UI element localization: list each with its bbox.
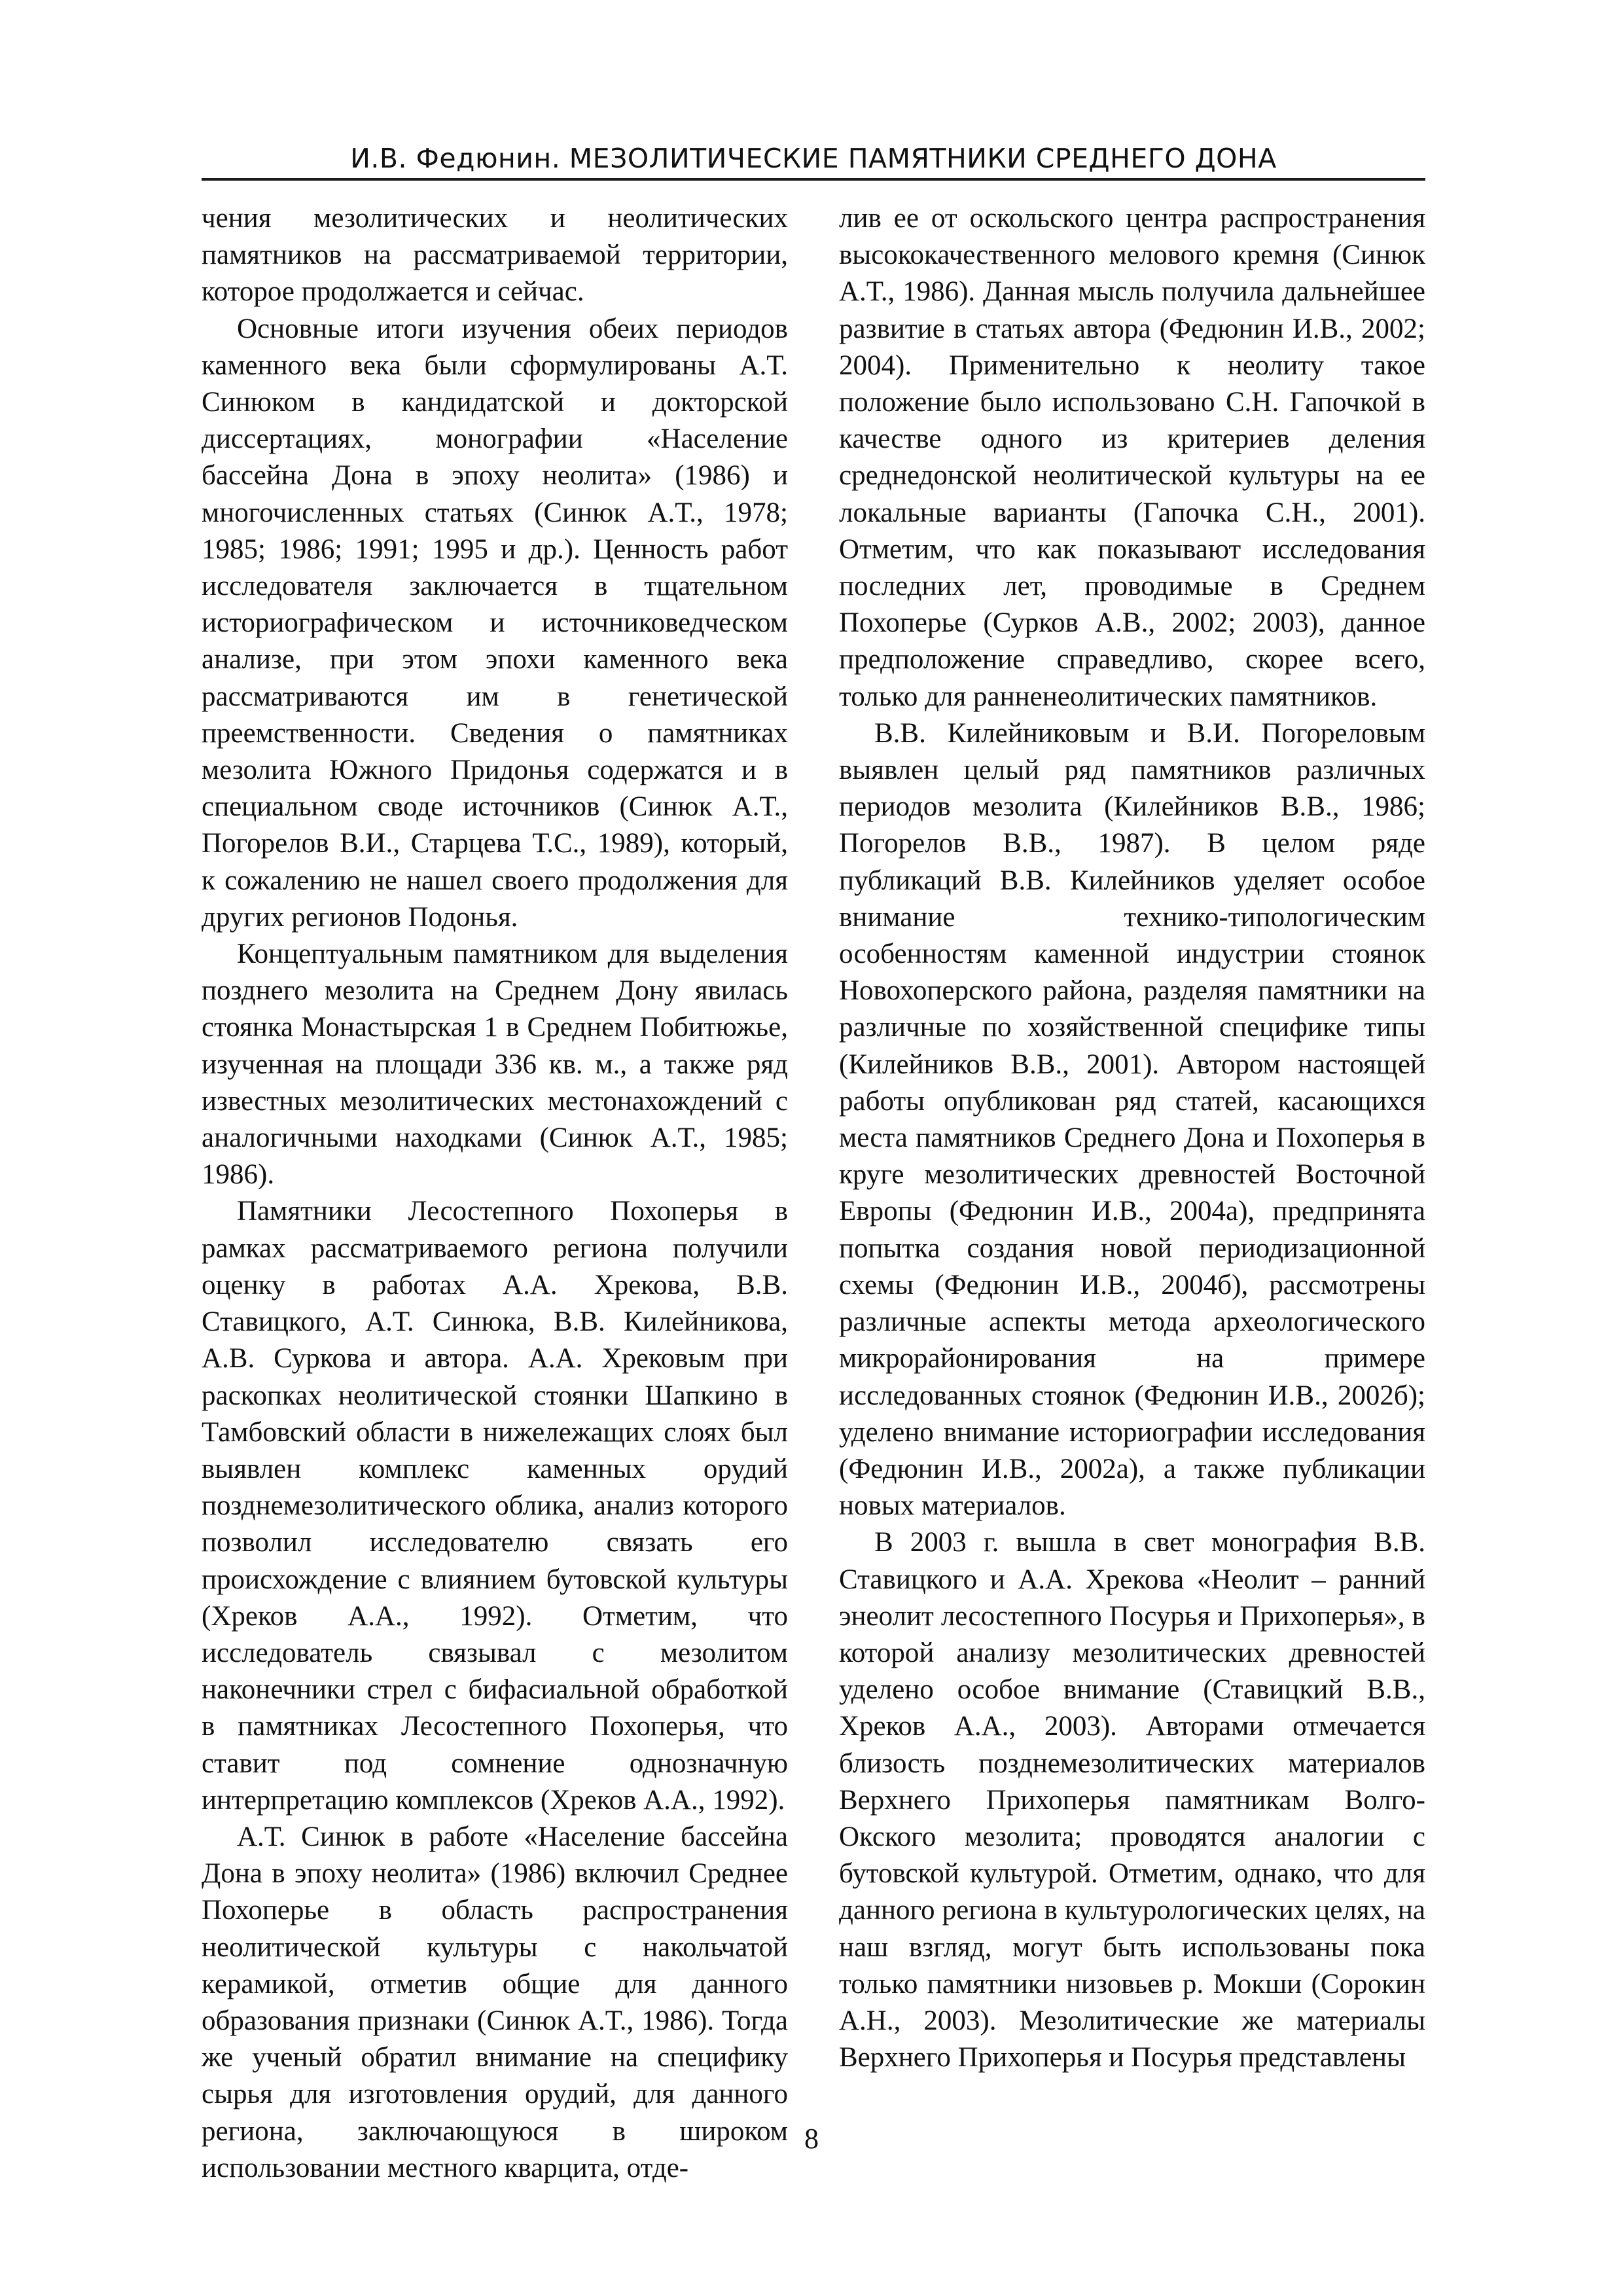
right-column xyxy=(839,200,1425,2118)
paragraph: В.В. Килейниковым и В.И. Погореловым выявлен целый ряд памятников различных периодов мезолита (Килейников В.В., 1986; Погорелов В.В., 1987). В целом ряде публикаций В.В. Килейников уделяет особое внимание технико-типологическим особенностям каменной индустрии стоянок Новохоперского района, разделяя памятники на различные по хозяйственной специфике типы (Килейников В.В., 2001). Автором настоящей работы опубликован ряд статей, касающихся места памятников Среднего Дона и Похоперья в круге мезолитических древностей Восточной Европы (Федюнин И.В., 2004а), предпринята попытка создания новой периодизационной схемы (Федюнин И.В., 2004б), рассмотрены различные аспекты метода археологического микрорайонирования на примере исследованных стоянок (Федюнин И.В., 2002б); уделено внимание историографии исследования (Федюнин И.В., 2002а), а также публикации новых материалов. xyxy=(839,717,1425,1522)
left-column xyxy=(202,200,788,2183)
paragraph: В 2003 г. вышла в свет монография В.В. Ставицкого и А.А. Хрекова «Неолит – ранний энеолит лесостепного Посурья и Прихоперья», в которой анализу мезолитических древностей уделено особое внимание (Ставицкий В.В., Хреков А.А., 2003). Авторами отмечается близость позднемезолитических материалов Верхнего Прихоперья памятникам Волго-Окского мезолита; проводятся аналогии с бутовской культурой. Отметим, однако, что для данного региона в культурологических целях, на наш взгляд, могут быть использованы пока только памятники низовьев р. Мокши (Сорокин А.Н., 2003). Мезолитические же материалы Верхнего Прихоперья и Посурья представлены xyxy=(839,1527,1425,2073)
paragraph: Памятники Лесостепного Похоперья в рамках рассматриваемого региона получили оценку в работах А.А. Хрекова, В.В. Ставицкого, А.Т. Синюка, В.В. Килейникова, А.В. Суркова и автора. А.А. Хрековым при раскопках неолитической стоянки Шапкино в Тамбовский области в нижележащих слоях был выявлен комплекс каменных орудий позднемезолитического облика, анализ которого позволил исследователю связать его происхождение с влиянием бутовской культуры (Хреков А.А., 1992). Отметим, что исследователь связывал с мезолитом наконечники стрел с бифасиальной обработкой в памятниках Лесостепного Похоперья, что ставит под сомнение однозначную интерпретацию комплексов (Хреков А.А., 1992). xyxy=(202,1196,788,1816)
paragraph: лив ее от оскольского центра распространения высококачественного мелового кремня (Синюк А.Т., 1986). Данная мысль получила дальнейшее развитие в статьях автора (Федюнин И.В., 2002; 2004). Применительно к неолиту такое положение было использовано С.Н. Гапочкой в качестве одного из критериев деления среднедонской неолитической культуры на ее локальные варианты (Гапочка С.Н., 2001). Отметим, что как показывают исследования последних лет, проводимые в Среднем Похоперье (Сурков А.В., 2002; 2003), данное предположение справедливо, скорее всего, только для ранненеолитических памятников. xyxy=(839,203,1425,712)
running-head: И.В. Федюнин. МЕЗОЛИТИЧЕСКИЕ ПАМЯТНИКИ СРЕДНЕГО ДОНА xyxy=(202,139,1425,181)
paragraph: Основные итоги изучения обеих периодов каменного века были сформулированы А.Т. Синюком в кандидатской и докторской диссертациях, монографии «Население бассейна Дона в эпоху неолита» (1986) и многочисленных статьях (Синюк А.Т., 1978; 1985; 1986; 1991; 1995 и др.). Ценность работ исследователя заключается в тщательном историографическом и источниковедческом анализе, при этом эпохи каменного века рассматриваются им в генетической преемственности. Сведения о памятниках мезолита Южного Придонья содержатся и в специальном своде источников (Синюк А.Т., Погорелов В.И., Старцева Т.С., 1989), который, к сожалению не нашел своего продолжения для других регионов Подонья. xyxy=(202,313,788,933)
paragraph: А.Т. Синюк в работе «Население бассейна Дона в эпоху неолита» (1986) включил Среднее Похоперье в область распространения неолитической культуры с накольчатой керамикой, отметив общие для данного образования признаки (Синюк А.Т., 1986). Тогда же ученый обратил внимание на специфику сырья для изготовления орудий, для данного региона, заключающуюся в широком использовании местного кварцита, отде- xyxy=(202,1821,788,2183)
page-number: 8 xyxy=(804,2123,819,2155)
paragraph: Концептуальным памятником для выделения позднего мезолита на Среднем Дону явилась стоянка Монастырская 1 в Среднем Побитюжье, изученная на площади 336 кв. м., а также ряд известных мезолитических местонахождений с аналогичными находками (Синюк А.Т., 1985; 1986). xyxy=(202,939,788,1191)
paragraph: чения мезолитических и неолитических памятников на рассматриваемой территории, которое продолжается и сейчас. xyxy=(202,203,788,308)
